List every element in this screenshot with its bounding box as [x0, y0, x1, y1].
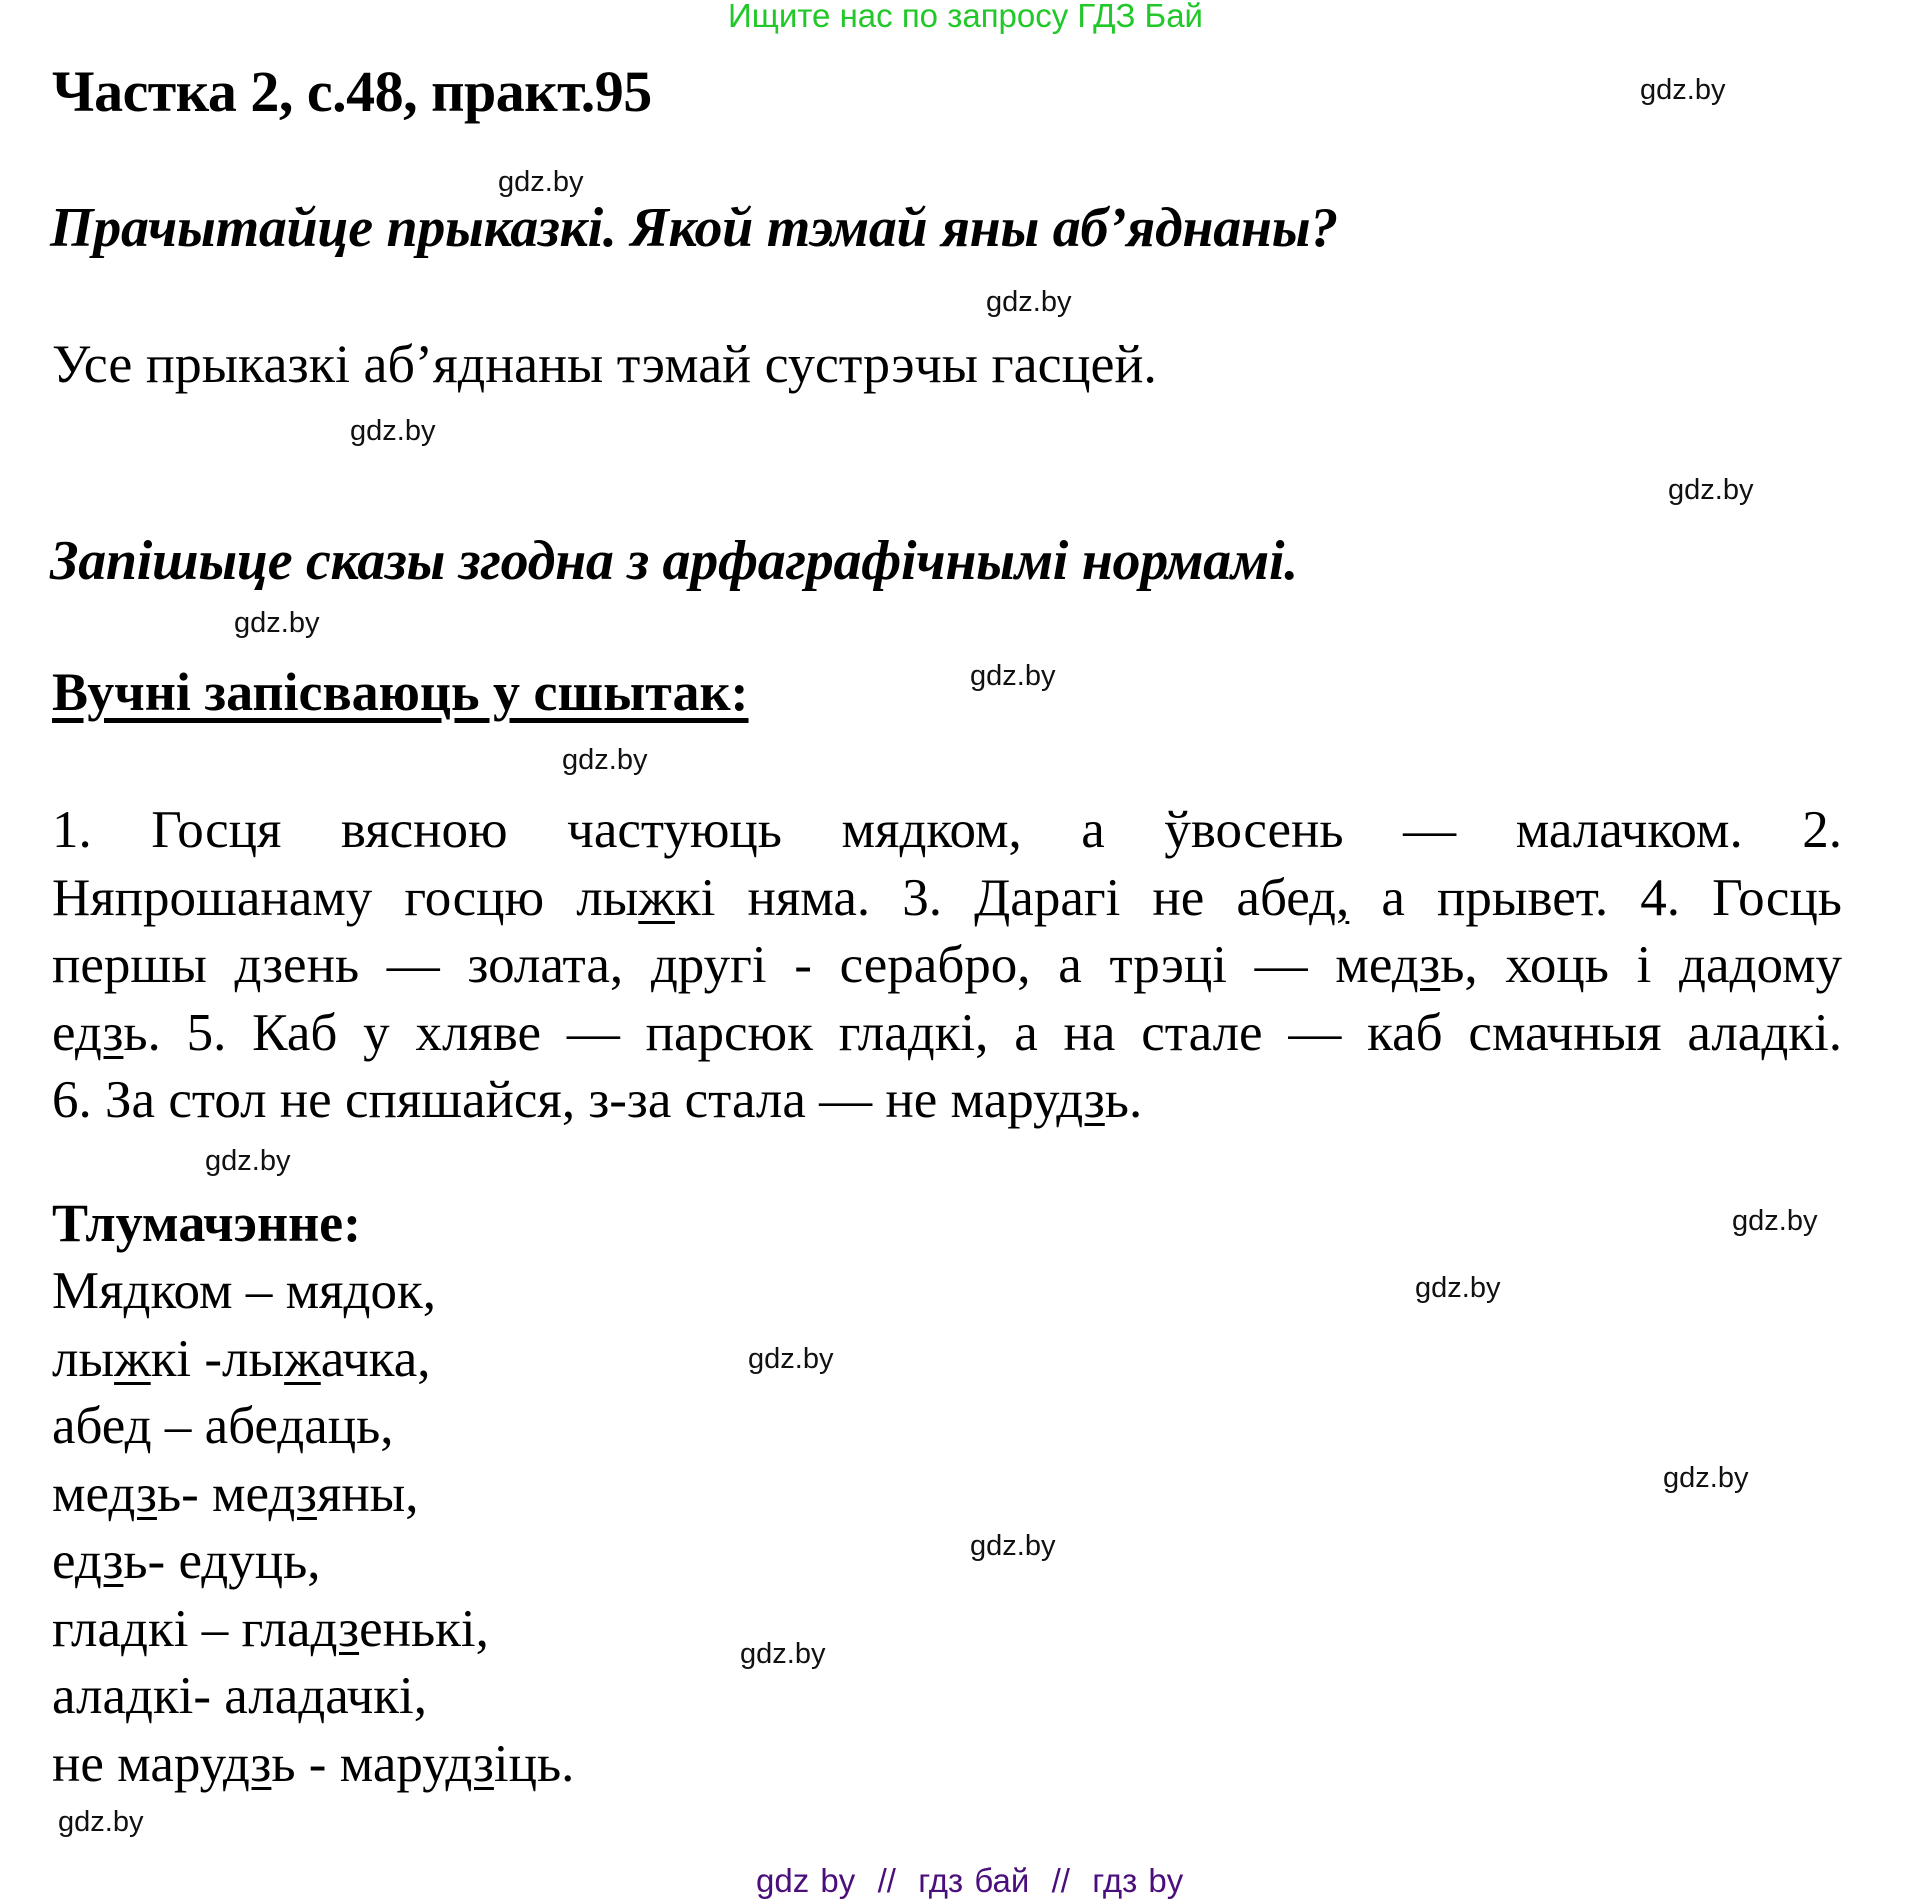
watermark: gdz.by	[234, 607, 320, 639]
underlined-letter: дз	[74, 1003, 124, 1062]
underlined-letter: д	[907, 1003, 935, 1062]
text-run: ь - мару	[271, 1734, 446, 1793]
text-run: Мя	[52, 1262, 124, 1320]
text-run: ь. 5. Каб у хляве — парсюк гла	[123, 1003, 908, 1062]
paragraph-line	[52, 932, 1842, 1000]
watermark: gdz.by	[970, 1530, 1056, 1562]
paragraph-line	[52, 797, 1842, 865]
text-run: ком, а ўвосень — малачком. 2.	[926, 801, 1842, 859]
explanation-line	[52, 1461, 574, 1529]
text-run: ком – мя	[150, 1262, 344, 1320]
task2-question: Запішыце сказы згодна з арфаграфічнымі нормамі.	[50, 530, 1298, 592]
text-run: першы дзень — золата, другі - серабро, а трэці — ме	[52, 936, 1392, 994]
underlined-letter: ж	[284, 1329, 321, 1388]
paragraph-line	[52, 1067, 1842, 1135]
underlined-letter: ж	[114, 1329, 151, 1388]
underlined-letter: д	[123, 1262, 151, 1320]
text-run: енькі,	[359, 1599, 489, 1658]
explanation-heading: Тлумачэнне:	[52, 1193, 362, 1253]
explanation-line	[52, 1663, 574, 1731]
text-run: абе	[52, 1397, 125, 1455]
text-run: ь.	[1104, 1071, 1143, 1129]
watermark: gdz.by	[986, 286, 1072, 318]
explanation-list	[52, 1258, 574, 1798]
task1-question: Прачытайце прыказкі. Якой тэмай яны аб’яднаны?	[50, 197, 1338, 259]
underlined-letter: дз	[74, 1532, 124, 1590]
watermark: gdz.by	[740, 1638, 826, 1670]
text-run: кі, а на стале — каб смачныя ала	[934, 1003, 1762, 1062]
text-run: е	[52, 1532, 75, 1590]
text-run: кі – гла	[148, 1599, 311, 1658]
underlined-letter: д	[124, 1397, 152, 1455]
text-run: іць.	[493, 1734, 575, 1793]
search-banner: Ищите нас по запросу ГДЗ Бай	[728, 0, 1203, 34]
watermark: gdz.by	[970, 660, 1056, 692]
text-run: ь- е	[123, 1532, 202, 1590]
text-run: лы	[52, 1329, 115, 1388]
explanation-line	[52, 1326, 574, 1394]
underlined-letter: д	[1761, 1003, 1789, 1062]
text-run: аць,	[304, 1397, 394, 1455]
text-run: ь- ме	[156, 1464, 269, 1523]
underlined-letter: д	[343, 1262, 371, 1320]
explanation-line	[52, 1731, 574, 1799]
underlined-letter: д,	[1309, 868, 1350, 927]
text-run: ме	[52, 1464, 109, 1523]
paragraph-line	[52, 1000, 1842, 1068]
notebook-heading: Вучні запісваюць у сшытак:	[52, 662, 749, 722]
watermark: gdz.by	[498, 166, 584, 198]
explanation-line	[52, 1393, 574, 1461]
text-run: – абе	[151, 1397, 278, 1455]
watermark: gdz.by	[1732, 1205, 1818, 1237]
text-run: а прывет. 4. Госць	[1349, 868, 1842, 927]
watermark: gdz.by	[58, 1806, 144, 1838]
underlined-letter: дз	[310, 1599, 360, 1658]
text-run: ачкі,	[325, 1667, 428, 1725]
watermark: gdz.by	[562, 744, 648, 776]
text-run: кі -лы	[150, 1329, 285, 1388]
text-run: 6. За стол не спяшайся, з-за стала — не мару	[52, 1071, 1057, 1129]
text-run: яны,	[316, 1464, 419, 1523]
text-run: ок,	[370, 1262, 436, 1320]
watermark: gdz.by	[1415, 1272, 1501, 1304]
underlined-letter: д	[899, 801, 927, 859]
text-run: Няпрошанаму госцю лы	[52, 868, 639, 927]
underlined-letter: дз	[222, 1734, 272, 1793]
explanation-line	[52, 1528, 574, 1596]
text-run: не мару	[52, 1734, 223, 1793]
underlined-letter: д	[121, 1599, 148, 1658]
text-run: уць,	[228, 1532, 321, 1590]
footer-links: gdz by // гдз бай // гдз by	[756, 1862, 1184, 1899]
underlined-letter: дз	[445, 1734, 494, 1793]
watermark: gdz.by	[1668, 474, 1754, 506]
watermark: gdz.by	[1640, 74, 1726, 106]
text-run: ь, хоць і дадому	[1440, 936, 1842, 994]
explanation-line	[52, 1596, 574, 1664]
text-run: кі.	[1788, 1003, 1843, 1062]
underlined-letter: д	[298, 1667, 326, 1725]
underlined-letter: д	[277, 1397, 305, 1455]
text-run: ала	[52, 1667, 126, 1725]
proverbs-paragraph	[52, 797, 1842, 1135]
text-run: гла	[52, 1599, 122, 1658]
explanation-line	[52, 1258, 574, 1326]
task1-answer: Усе прыказкі аб’яднаны тэмай сустрэчы гасцей.	[52, 334, 1157, 394]
underlined-letter: д	[201, 1532, 229, 1590]
underlined-letter: д	[125, 1667, 153, 1725]
text-run: кі няма. 3. Дарагі не абе	[674, 868, 1310, 927]
page-title: Частка 2, с.48, практ.95	[52, 59, 652, 124]
text-run: е	[52, 1003, 75, 1062]
text-run: ачка,	[320, 1329, 431, 1388]
text-run: 1. Госця вясною частуюць мя	[52, 801, 900, 859]
underlined-letter: дз	[268, 1464, 317, 1523]
paragraph-line	[52, 865, 1842, 933]
underlined-letter: ж	[638, 868, 675, 927]
watermark: gdz.by	[205, 1145, 291, 1177]
underlined-letter: дз	[1056, 1071, 1105, 1129]
underlined-letter: дз	[1391, 936, 1441, 994]
watermark: gdz.by	[1663, 1462, 1749, 1494]
watermark: gdz.by	[350, 415, 436, 447]
text-run: кі- ала	[152, 1667, 299, 1725]
underlined-letter: дз	[108, 1464, 157, 1523]
watermark: gdz.by	[748, 1343, 834, 1375]
